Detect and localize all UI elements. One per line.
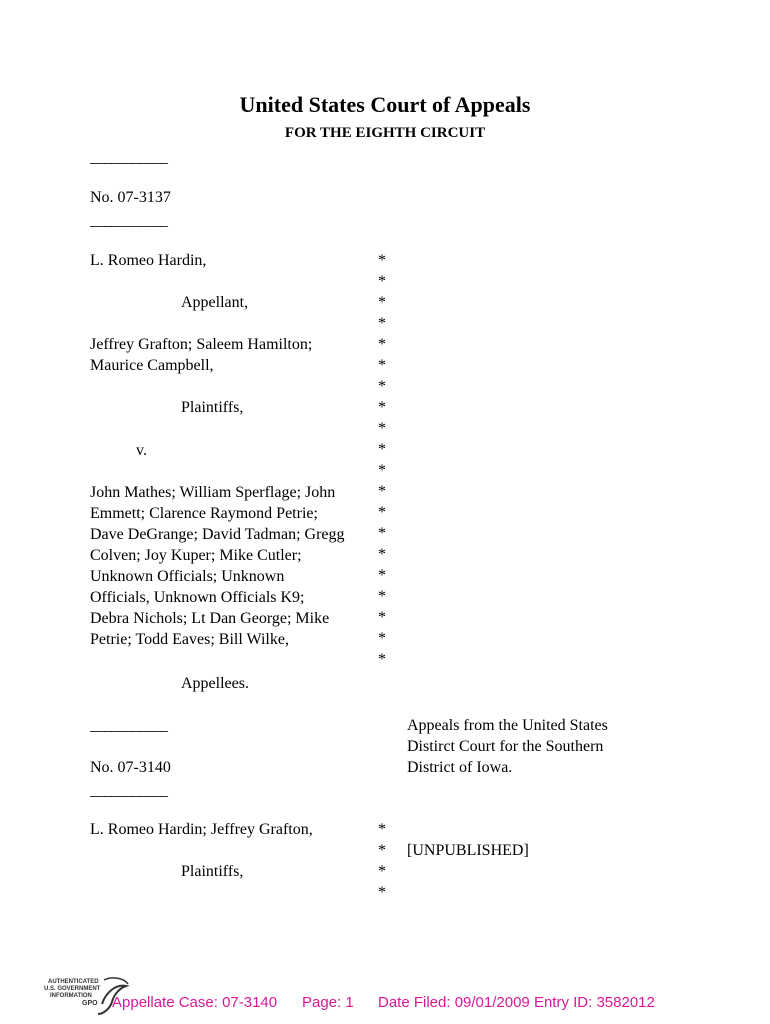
svg-text:INFORMATION: INFORMATION [50, 993, 92, 999]
appeal-note-line: Distirct Court for the Southern [407, 738, 604, 755]
caption-star: * [378, 884, 386, 901]
caption-star: * [378, 588, 386, 605]
caption-star: * [378, 546, 386, 563]
appellant-role: Appellant, [181, 294, 249, 311]
appellees-line: Debra Nichols; Lt Dan George; Mike [90, 610, 330, 627]
caption-star: * [378, 567, 386, 584]
circuit-subtitle: FOR THE EIGHTH CIRCUIT [284, 125, 486, 141]
caption-star: * [378, 483, 386, 500]
appellees-line: Dave DeGrange; David Tadman; Gregg [90, 526, 345, 543]
svg-text:U.S. GOVERNMENT: U.S. GOVERNMENT [44, 986, 101, 992]
appeal-note-line: Appeals from the United States [407, 717, 608, 734]
caption-star: * [378, 842, 386, 859]
case-number-1: No. 07-3137 [90, 189, 171, 206]
case-number-2: No. 07-3140 [90, 759, 171, 776]
svg-text:AUTHENTICATED: AUTHENTICATED [48, 979, 99, 985]
caption-star: * [378, 315, 386, 332]
case2-plaintiffs: L. Romeo Hardin; Jeffrey Grafton, [90, 821, 313, 838]
caption-star: * [378, 609, 386, 626]
appeal-note-line: District of Iowa. [407, 759, 513, 776]
appellees-line: Unknown Officials; Unknown [90, 568, 285, 585]
svg-text:GPO: GPO [82, 1000, 98, 1007]
separator-line: ___________ [90, 782, 167, 799]
caption-star: * [378, 336, 386, 353]
caption-star-column-2 [378, 819, 386, 903]
caption-star: * [378, 420, 386, 437]
caption-star: * [378, 294, 386, 311]
caption-star: * [378, 273, 386, 290]
caption-star: * [378, 378, 386, 395]
appellees-line: Officials, Unknown Officials K9; [90, 589, 305, 606]
footer-case: Appellate Case: 07-3140 [112, 994, 278, 1011]
caption-star: * [378, 863, 386, 880]
court-title: United States Court of Appeals [239, 92, 531, 117]
appellees-line: Colven; Joy Kuper; Mike Cutler; [90, 547, 302, 564]
footer-page: Page: 1 [302, 994, 354, 1011]
caption-star: * [378, 821, 386, 838]
case2-plaintiffs-role: Plaintiffs, [181, 863, 244, 880]
caption-star: * [378, 399, 386, 416]
appellees-line: John Mathes; William Sperflage; John [90, 484, 336, 501]
caption-star: * [378, 651, 386, 668]
plaintiffs-line-1: Jeffrey Grafton; Saleem Hamilton; [90, 336, 313, 353]
caption-star-column [378, 250, 386, 670]
caption-star: * [378, 504, 386, 521]
appellees-line: Petrie; Todd Eaves; Bill Wilke, [90, 631, 289, 648]
separator-line: ___________ [90, 717, 167, 734]
versus-label: v. [136, 442, 147, 459]
separator-line: ___________ [90, 212, 167, 229]
caption-star: * [378, 252, 386, 269]
plaintiffs-role: Plaintiffs, [181, 399, 244, 416]
separator-line: ___________ [90, 149, 167, 166]
appellees-line: Emmett; Clarence Raymond Petrie; [90, 505, 318, 522]
caption-star: * [378, 357, 386, 374]
appellees-role: Appellees. [181, 675, 249, 692]
caption-star: * [378, 525, 386, 542]
caption-star: * [378, 630, 386, 647]
unpublished-label: [UNPUBLISHED] [407, 842, 529, 859]
plaintiffs-line-2: Maurice Campbell, [90, 357, 214, 374]
caption-star: * [378, 462, 386, 479]
caption-star: * [378, 441, 386, 458]
appellant-name: L. Romeo Hardin, [90, 252, 207, 269]
footer-date-filed: Date Filed: 09/01/2009 Entry ID: 3582012 [378, 994, 655, 1011]
